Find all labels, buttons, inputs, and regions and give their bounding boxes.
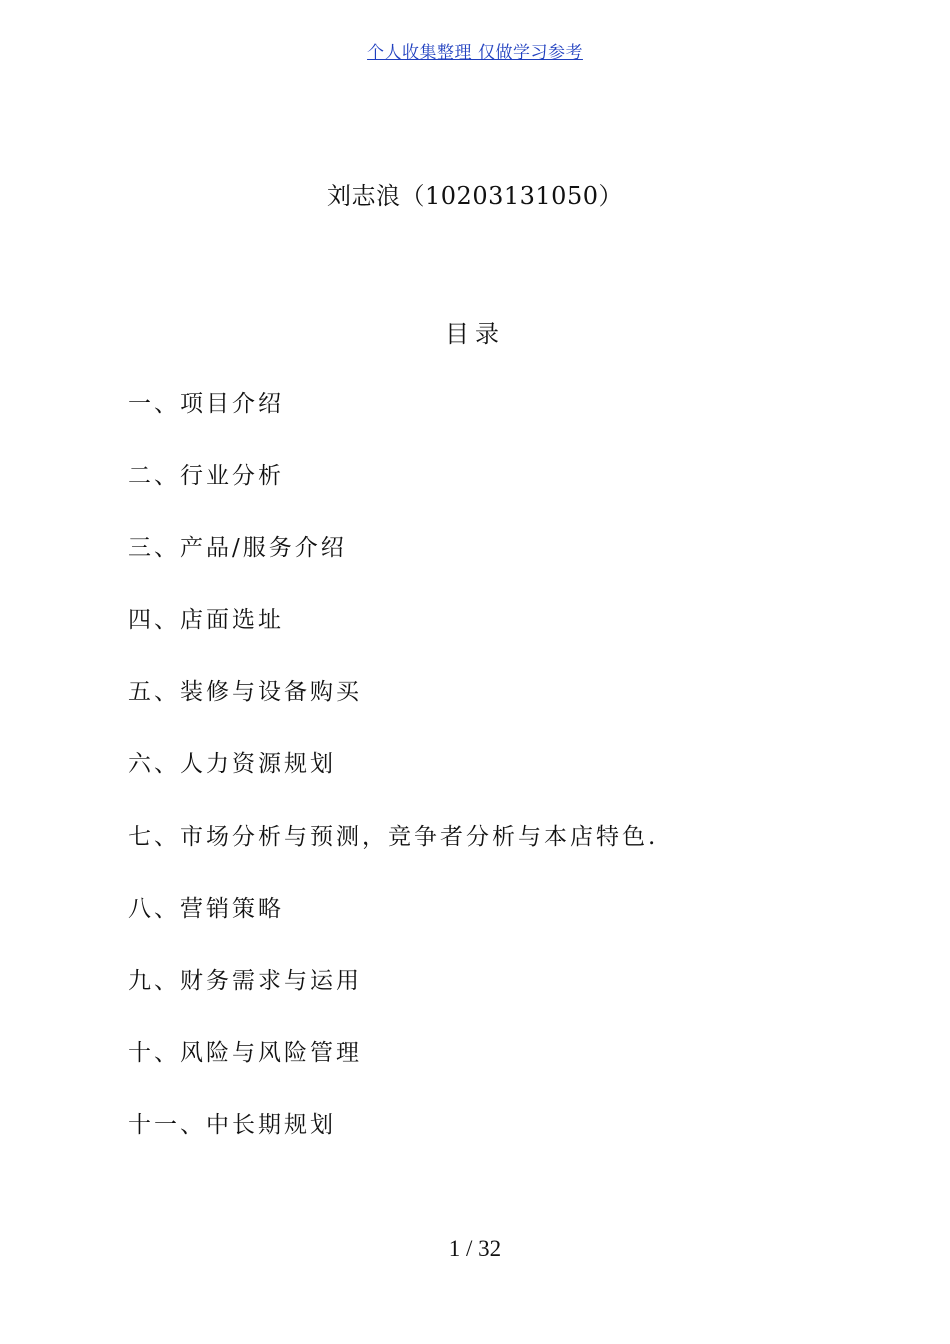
page-number: 1 / 32 <box>448 1236 502 1261</box>
author-line: 刘志浪（10203131050） <box>327 182 623 210</box>
toc-item-9: 九、财务需求与运用 <box>128 967 362 994</box>
toc-item-10: 十、风险与风险管理 <box>128 1039 362 1066</box>
toc-title: 目录 <box>445 320 505 348</box>
toc-item-5: 五、装修与设备购买 <box>128 679 362 706</box>
toc-item-1: 一、项目介绍 <box>128 391 284 417</box>
toc-item-3: 三、产品/服务介绍 <box>128 535 347 562</box>
toc-item-7: 七、市场分析与预测，竞争者分析与本店特色. <box>128 823 659 850</box>
header-link[interactable]: 个人收集整理 仅做学习参考 <box>367 43 583 63</box>
toc-item-2: 二、行业分析 <box>128 463 284 490</box>
toc-item-8: 八、营销策略 <box>128 895 284 922</box>
toc-item-6: 六、人力资源规划 <box>128 751 336 778</box>
toc-item-4: 四、店面选址 <box>128 607 284 634</box>
toc-list <box>128 386 658 1179</box>
toc-item-11: 十一、中长期规划 <box>128 1111 336 1138</box>
